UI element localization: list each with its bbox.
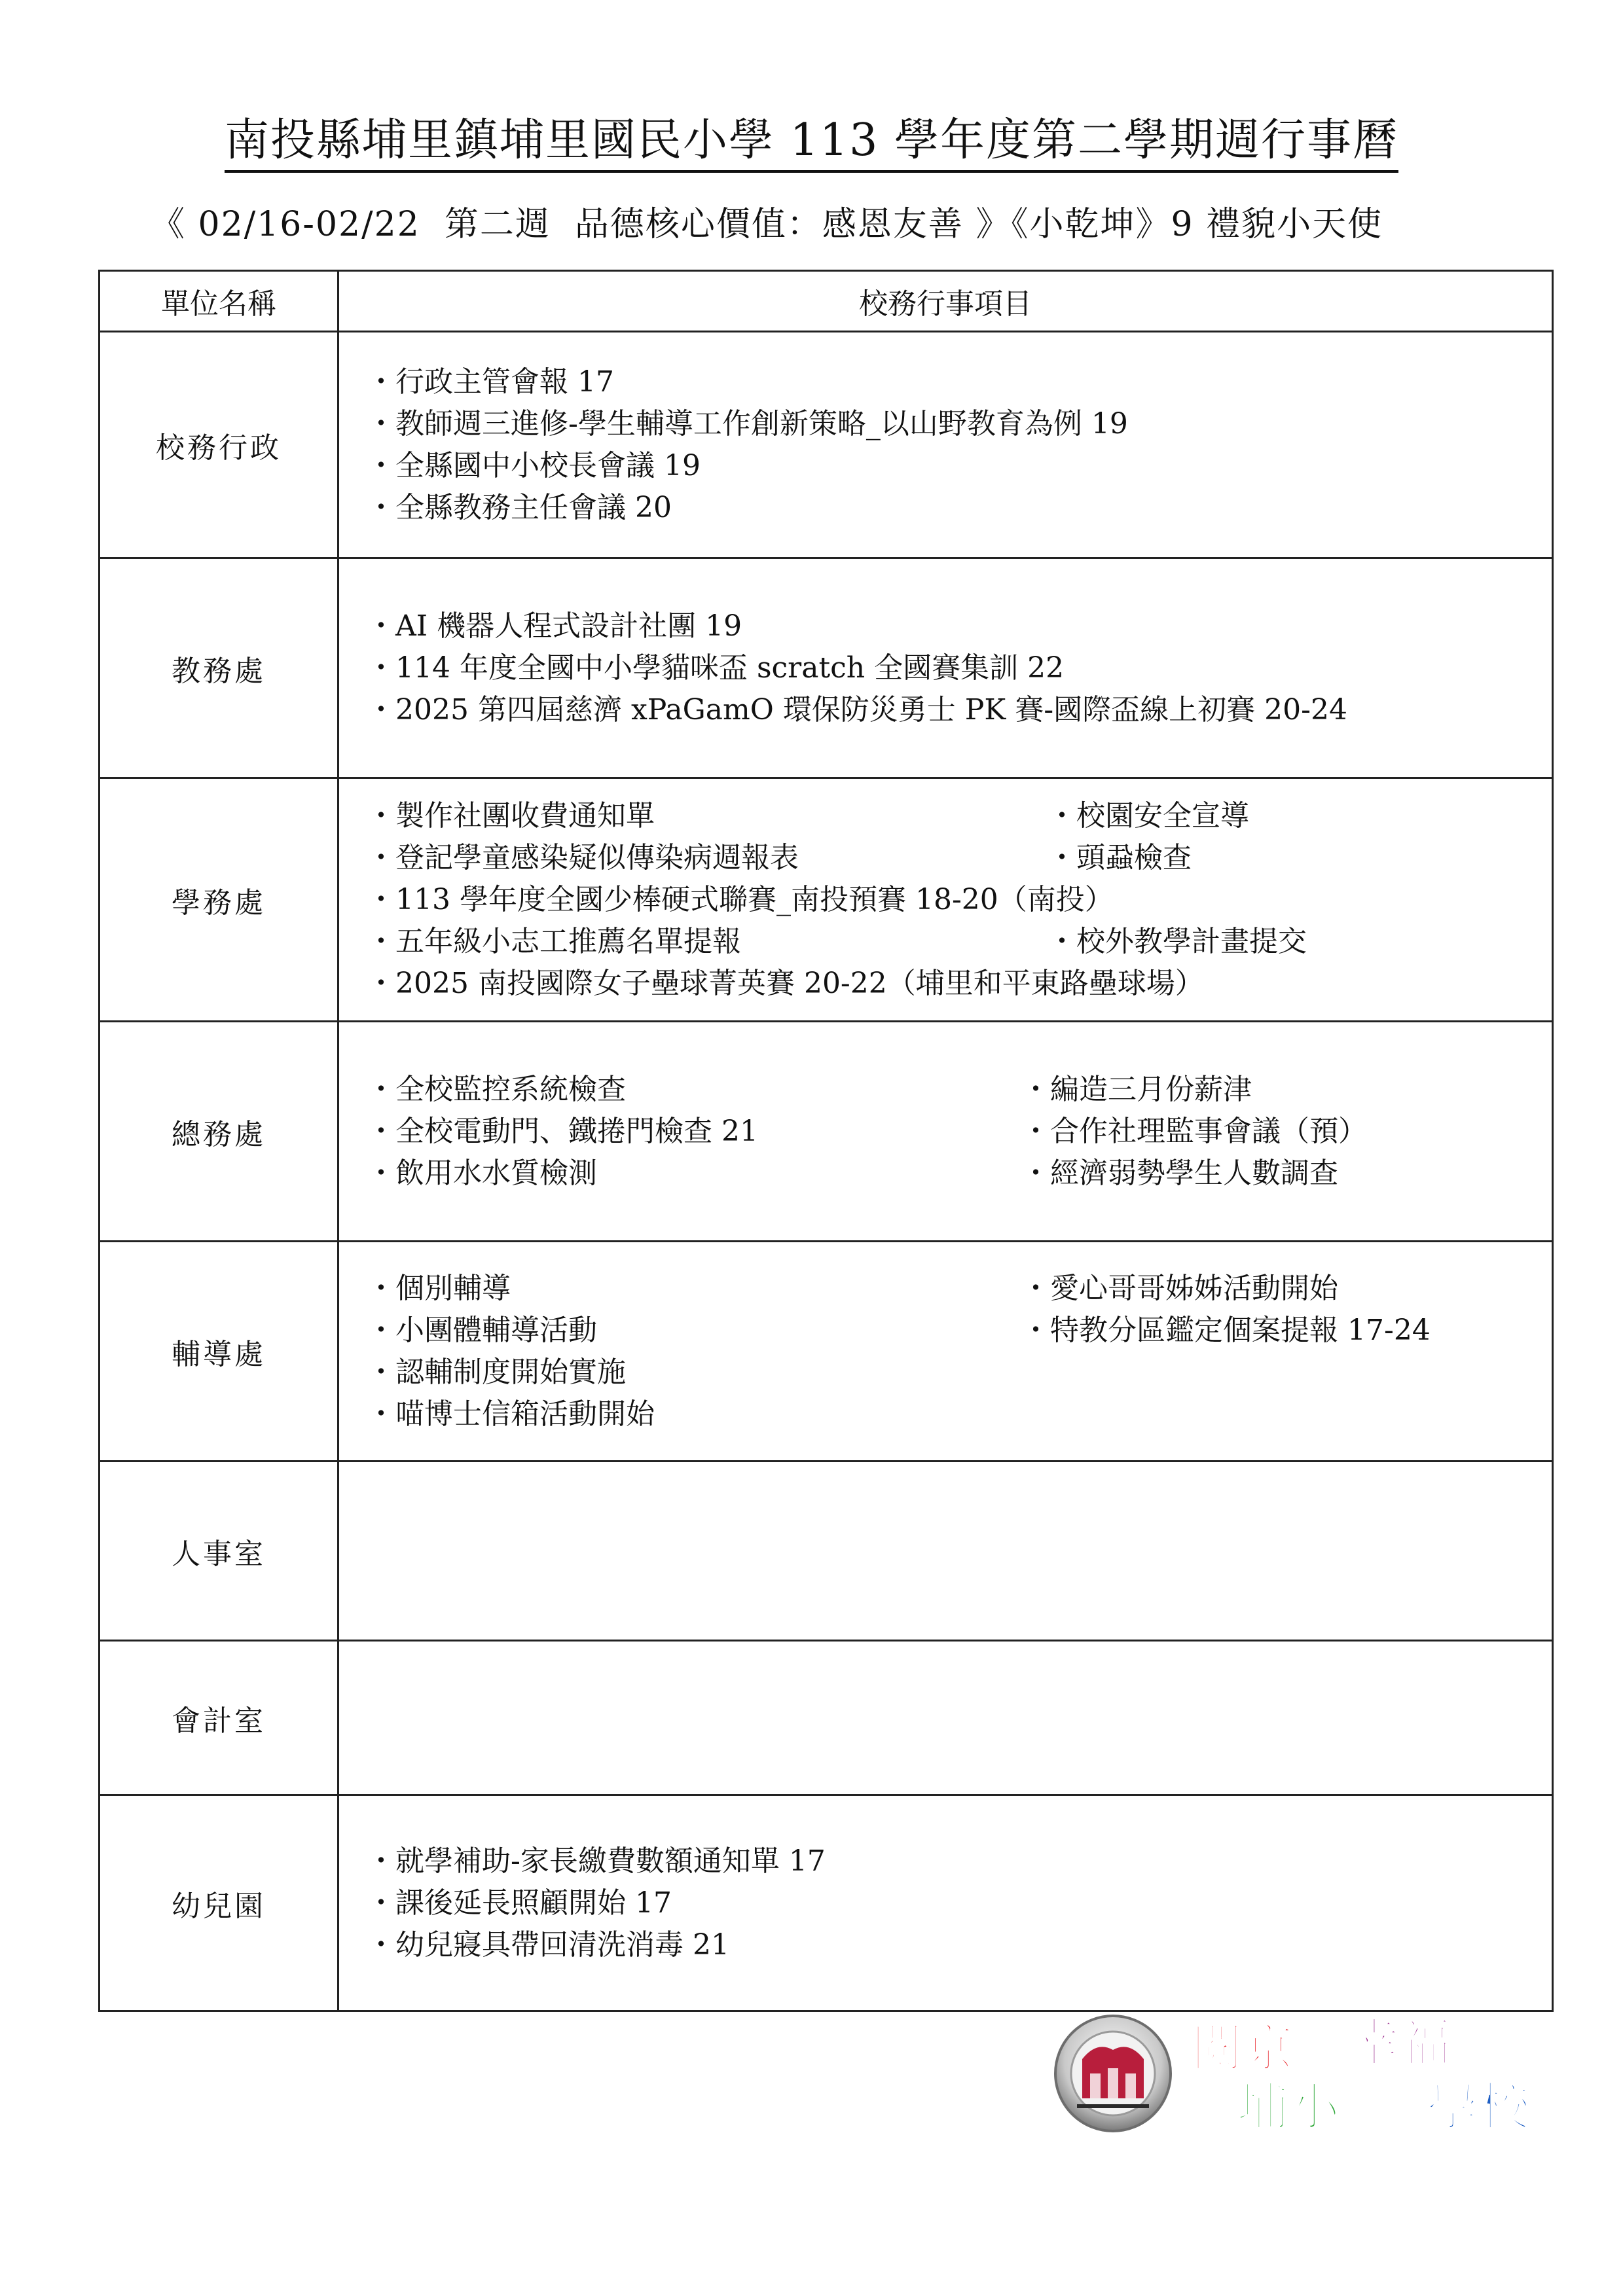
list-item [367, 963, 1552, 1005]
table-row [100, 1462, 1553, 1641]
table-row [100, 778, 1553, 1022]
list-item [367, 921, 1552, 963]
list-item [367, 605, 1552, 647]
list-item [367, 1924, 1552, 1966]
table-header-row [100, 271, 1553, 332]
unit-items [338, 1242, 1553, 1462]
item-left: ・113 學年度全國少棒硬式聯賽_南投預賽 18-20（南投） [367, 882, 1114, 916]
unit-name: 幼兒園 [100, 1795, 338, 2011]
unit-name: 輔導處 [100, 1242, 338, 1462]
school-logo [1051, 2008, 1561, 2139]
logo-text-2: 幸福 [1349, 2014, 1451, 2073]
item-left: ・教師週三進修-學生輔導工作創新策略_以山野教育為例 19 [367, 406, 1128, 440]
list-item [367, 487, 1552, 529]
unit-name: 教務處 [100, 558, 338, 778]
item-left: ・喵博士信箱活動開始 [367, 1397, 655, 1431]
unit-items [338, 1022, 1553, 1242]
table-row [100, 1641, 1553, 1795]
header-items: 校務行事項目 [338, 271, 1553, 332]
list-item [367, 689, 1552, 731]
unit-items [338, 332, 1553, 558]
list-item [367, 1069, 1552, 1111]
unit-items [338, 1641, 1553, 1795]
list-item [367, 361, 1552, 403]
list-item [367, 837, 1552, 879]
list-item [367, 445, 1552, 487]
item-left: ・全校電動門、鐵捲門檢查 21 [367, 1114, 758, 1148]
list-item [367, 1393, 1552, 1435]
list-item [367, 647, 1552, 689]
table-row [100, 332, 1553, 558]
list-item [367, 1882, 1552, 1924]
unit-items [338, 778, 1553, 1022]
item-left: ・製作社團收費通知單 [367, 798, 655, 833]
item-left: ・2025 南投國際女子壘球菁英賽 20-22（埔里和平東路壘球場） [367, 966, 1204, 1000]
list-item [367, 879, 1552, 921]
list-item [367, 403, 1552, 445]
item-left: ・課後延長照顧開始 17 [367, 1886, 672, 1920]
page-title: 南投縣埔里鎮埔里國民小學 113 學年度第二學期週行事曆 [0, 105, 1623, 168]
list-item [367, 1153, 1552, 1194]
table-row [100, 1242, 1553, 1462]
list-item [367, 1268, 1552, 1310]
list-item [367, 795, 1552, 837]
logo-text-1: 閱京 [1192, 2019, 1294, 2078]
item-left: ・個別輔導 [367, 1271, 511, 1305]
item-left: ・登記學童感染疑似傳染病週報表 [367, 840, 799, 874]
unit-items [338, 1462, 1553, 1641]
logo-text-3: 埔小 [1237, 2078, 1340, 2137]
unit-name: 總務處 [100, 1022, 338, 1242]
list-item [367, 1840, 1552, 1882]
logo-text-4: 學校 [1427, 2078, 1530, 2137]
item-right: ・編造三月份薪津 [1021, 1072, 1252, 1106]
unit-name: 校務行政 [100, 332, 338, 558]
item-left: ・全縣教務主任會議 20 [367, 490, 672, 524]
item-left: ・認輔制度開始實施 [367, 1355, 626, 1389]
logo-emblem-icon [1051, 2008, 1561, 2139]
item-right: ・校外教學計畫提交 [1048, 924, 1307, 958]
unit-name: 學務處 [100, 778, 338, 1022]
item-right: ・校園安全宣導 [1048, 798, 1249, 833]
item-right: ・合作社理監事會議（預） [1021, 1114, 1367, 1148]
header-unit: 單位名稱 [100, 271, 338, 332]
weekly-calendar-table [98, 270, 1554, 2012]
item-left: ・就學補助-家長繳費數額通知單 17 [367, 1844, 826, 1878]
item-left: ・飲用水水質檢測 [367, 1156, 597, 1190]
item-right: ・頭蝨檢查 [1048, 840, 1192, 874]
item-right: ・特教分區鑑定個案提報 17-24 [1021, 1313, 1431, 1347]
list-item [367, 1111, 1552, 1153]
item-left: ・全縣國中小校長會議 19 [367, 448, 701, 482]
item-left: ・小團體輔導活動 [367, 1313, 597, 1347]
item-left: ・全校監控系統檢查 [367, 1072, 626, 1106]
item-left: ・2025 第四屆慈濟 xPaGamO 環保防災勇士 PK 賽-國際盃線上初賽 20-24 [367, 692, 1347, 726]
list-item [367, 1310, 1552, 1352]
table-row [100, 1022, 1553, 1242]
unit-name: 會計室 [100, 1641, 338, 1795]
item-left: ・行政主管會報 17 [367, 365, 614, 399]
unit-name: 人事室 [100, 1462, 338, 1641]
list-item [367, 1352, 1552, 1393]
item-left: ・114 年度全國中小學貓咪盃 scratch 全國賽集訓 22 [367, 651, 1065, 685]
item-left: ・AI 機器人程式設計社團 19 [367, 609, 742, 643]
unit-items [338, 1795, 1553, 2011]
week-subtitle: 《 02/16-02/22 第二週 品德核心價值：感恩友善 》《小乾坤》9 禮貌小天使 [151, 205, 1383, 244]
item-right: ・愛心哥哥姊姊活動開始 [1021, 1271, 1338, 1305]
unit-items [338, 558, 1553, 778]
item-right: ・經濟弱勢學生人數調查 [1021, 1156, 1338, 1190]
item-left: ・五年級小志工推薦名單提報 [367, 924, 741, 958]
item-left: ・幼兒寢具帶回清洗消毒 21 [367, 1928, 729, 1962]
table-row [100, 558, 1553, 778]
table-row [100, 1795, 1553, 2011]
